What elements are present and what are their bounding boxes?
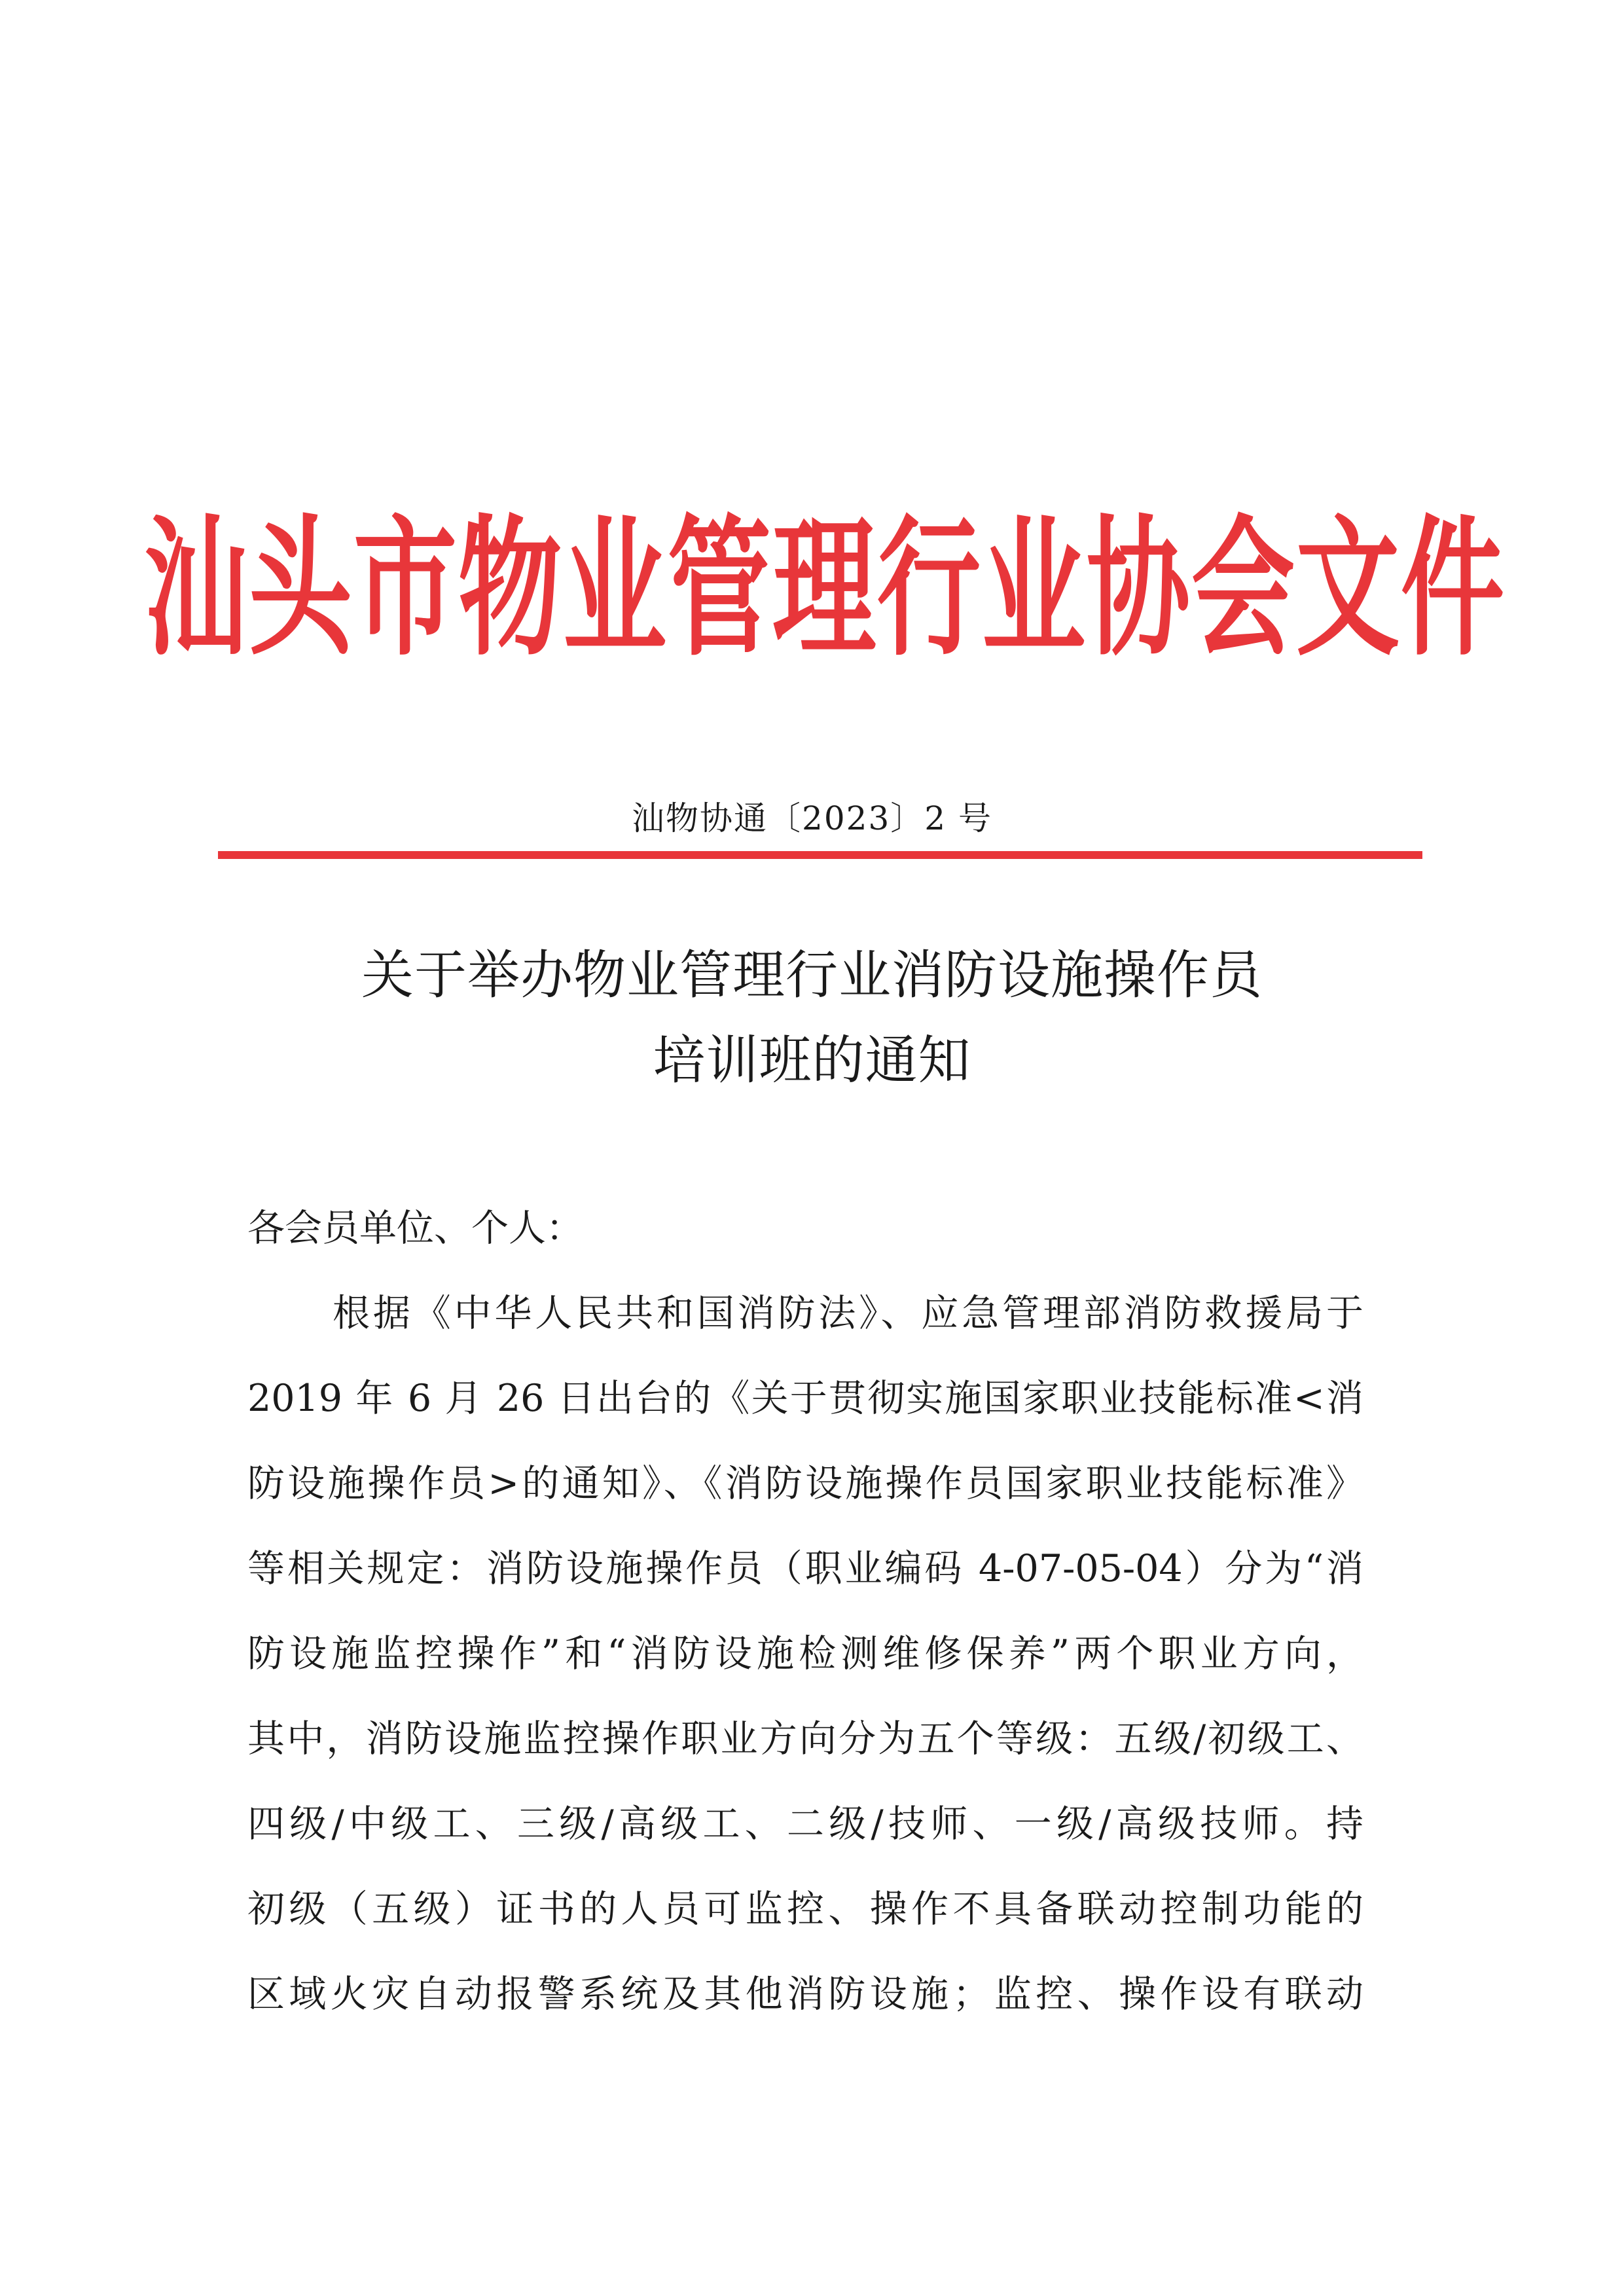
body-line: 其中，消防设施监控操作职业方向分为五个等级：五级/初级工、 [247, 1717, 1363, 1760]
title-line-1: 关于举办物业管理行业消防设施操作员 [361, 945, 1263, 1006]
masthead-title: 汕头市物业管理行业协会文件 [144, 501, 1506, 676]
body-line: 等相关规定：消防设施操作员（职业编码 4-07-05-04）分为“消 [247, 1547, 1363, 1590]
document-number: 汕物协通〔2023〕2 号 [632, 799, 992, 837]
red-divider [218, 851, 1422, 859]
body-line: 根据《中华人民共和国消防法》、应急管理部消防救援局于 [333, 1292, 1363, 1335]
body-line: 四级/中级工、三级/高级工、二级/技师、一级/高级技师。持 [247, 1802, 1363, 1846]
salutation: 各会员单位、个人： [247, 1207, 583, 1250]
body-line: 防设施监控操作”和“消防设施检测维修保养”两个职业方向， [247, 1632, 1363, 1675]
body-line: 防设施操作员>的通知》、《消防设施操作员国家职业技能标准》 [247, 1462, 1363, 1505]
document-title [0, 933, 1624, 1103]
body-line: 初级（五级）证书的人员可监控、操作不具备联动控制功能的 [247, 1887, 1363, 1931]
title-line-2: 培训班的通知 [653, 1030, 971, 1091]
body-line: 区域火灾自动报警系统及其他消防设施；监控、操作设有联动 [247, 1973, 1363, 2016]
masthead [144, 458, 1506, 694]
body-line: 2019 年 6 月 26 日出台的《关于贯彻实施国家职业技能标准<消 [247, 1377, 1363, 1420]
